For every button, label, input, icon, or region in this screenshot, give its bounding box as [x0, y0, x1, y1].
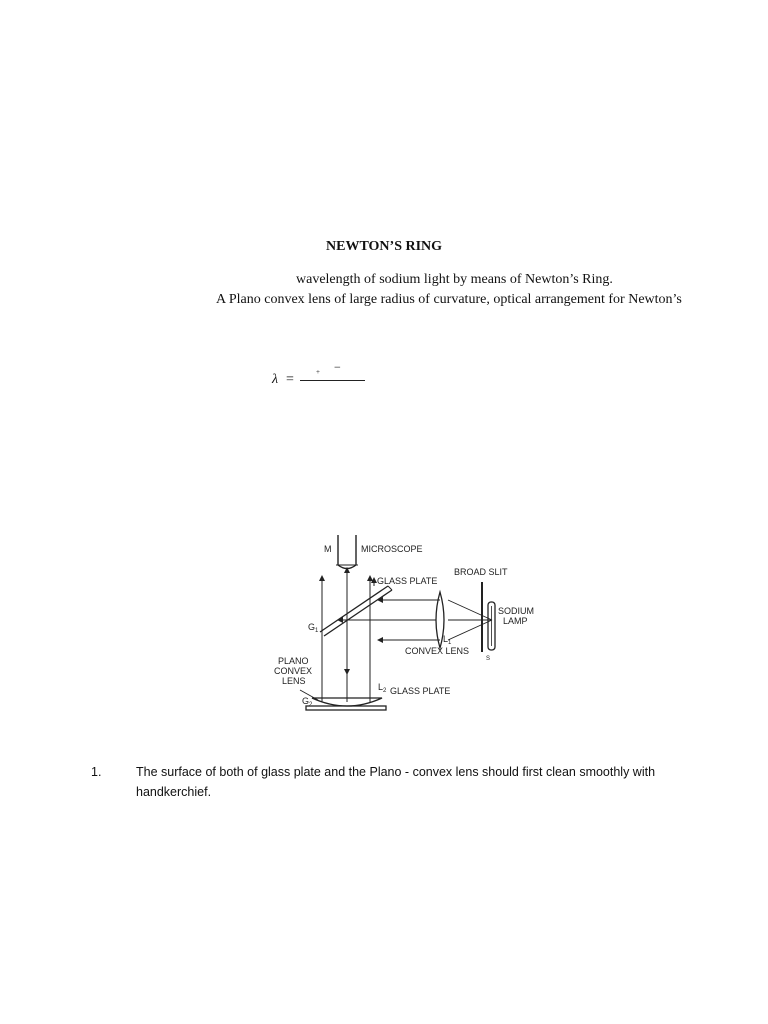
microscope-icon — [336, 535, 358, 569]
aim-text: wavelength of sodium light by means of Newton’s Ring. — [296, 272, 613, 287]
label-lens: LENS — [282, 676, 306, 686]
formula-lambda: λ — [272, 372, 279, 387]
formula-equals: = — [286, 372, 294, 387]
formula-minus: − — [334, 360, 341, 374]
step-number: 1. — [91, 765, 102, 779]
label-microscope: MICROSCOPE — [361, 544, 423, 554]
page-title: NEWTON’S RING — [326, 239, 443, 254]
wavelength-formula — [272, 360, 382, 390]
glass-plate-g1-icon — [320, 586, 392, 636]
glass-plate-g2-icon — [306, 706, 386, 710]
label-l1: $L_1$ — [443, 634, 452, 646]
label-broad-slit: BROAD SLIT — [454, 567, 508, 577]
label-glass-plate-top: GLASS PLATE — [377, 576, 438, 586]
label-lamp: LAMP — [503, 616, 528, 626]
label-l2: $L_2$ — [378, 682, 387, 694]
horizontal-rays — [340, 600, 492, 640]
formula-plus: + — [316, 368, 320, 376]
vertical-rays — [322, 570, 370, 702]
label-g1: $G_1$ — [308, 622, 319, 634]
label-lamp-s: S — [486, 656, 491, 662]
label-m: M — [324, 544, 332, 554]
apparatus-text: A Plano convex lens of large radius of curvature, optical arrangement for Newton’s — [216, 292, 682, 307]
procedure-step — [91, 762, 691, 802]
step-text: The surface of both of glass plate and the Plano - convex lens should first clean smoothly with handkerchief. — [136, 765, 656, 799]
label-plano: PLANO — [278, 656, 309, 666]
label-convex: CONVEX — [274, 666, 313, 676]
label-convex-lens: CONVEX LENS — [405, 646, 470, 656]
apparatus-svg — [260, 530, 560, 720]
label-sodium: SODIUM — [498, 606, 534, 616]
sodium-lamp-icon — [488, 602, 495, 650]
formula-fraction-bar — [300, 380, 365, 381]
newtons-ring-apparatus-diagram — [260, 530, 560, 720]
label-glass-plate-bottom: GLASS PLATE — [390, 686, 451, 696]
label-g2: $G_2$ — [302, 696, 313, 708]
